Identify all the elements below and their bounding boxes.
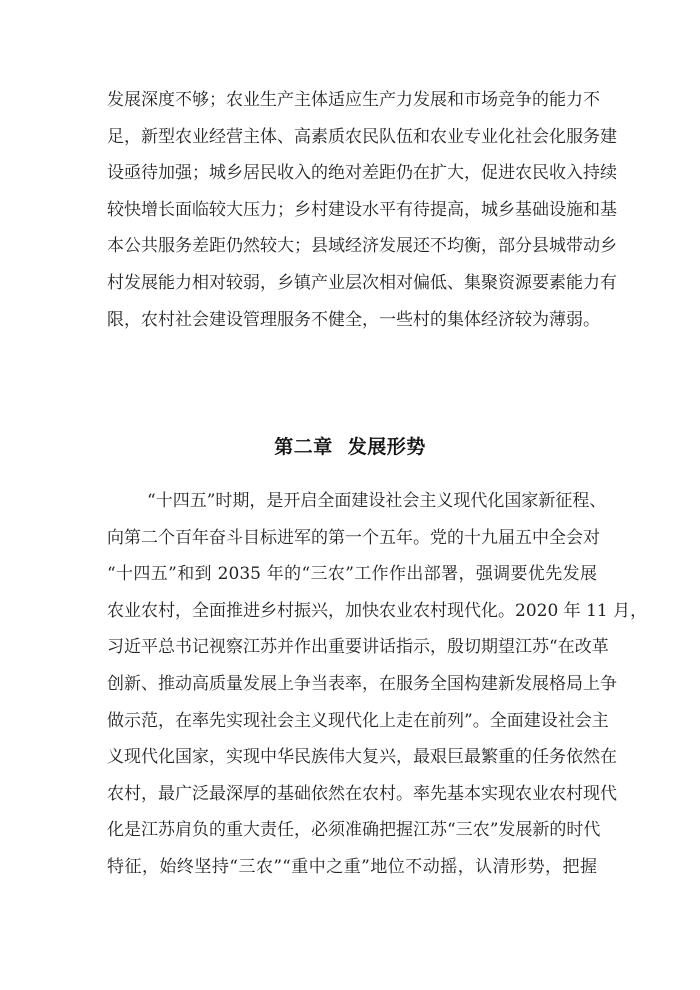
text-line: 化是江苏肩负的重大责任，必须准确把握江苏“三农”发展新的时代	[107, 820, 601, 841]
chapter-heading: 第二章 发展形势	[274, 436, 426, 458]
text-line: 做示范，在率先实现社会主义现代化上走在前列”。全面建设社会主	[107, 710, 609, 731]
text-line: “十四五”和到 2035 年的“三农”工作作出部署，强调要优先发展	[107, 564, 597, 585]
text-line: 农村，最广泛最深厚的基础依然在农村。率先基本实现农业农村现代	[107, 783, 617, 804]
text-line: 义现代化国家，实现中华民族伟大复兴，最艰巨最繁重的任务依然在	[107, 747, 617, 768]
text-line: 向第二个百年奋斗目标进军的第一个五年。党的十九届五中全会对	[107, 527, 600, 548]
text-line: 村发展能力相对较弱，乡镇产业层次相对偏低、集聚资源要素能力有	[107, 272, 617, 293]
text-line: 设亟待加强；城乡居民收入的绝对差距仍在扩大，促进农民收入持续	[107, 163, 617, 184]
body-paragraph-1	[107, 82, 617, 338]
text-line: 农业农村，全面推进乡村振兴，加快农业农村现代化。2020 年 11 月，	[107, 600, 648, 621]
text-line: 本公共服务差距仍然较大；县域经济发展还不均衡，部分县城带动乡	[107, 236, 617, 257]
text-line: 特征，始终坚持“三农”“重中之重”地位不动摇，认清形势，把握	[107, 856, 597, 877]
text-line: 足，新型农业经营主体、高素质农民队伍和农业专业化社会化服务建	[107, 126, 617, 147]
text-line: “十四五”时期，是开启全面建设社会主义现代化国家新征程、	[147, 491, 607, 511]
text-line: 习近平总书记视察江苏并作出重要讲话指示，殷切期望江苏“在改革	[107, 637, 609, 658]
body-paragraph-2	[107, 483, 648, 886]
text-line: 较快增长面临较大压力；乡村建设水平有待提高，城乡基础设施和基	[107, 199, 617, 220]
text-line: 创新、推动高质量发展上争当表率，在服务全国构建新发展格局上争	[107, 673, 617, 694]
text-line: 限，农村社会建设管理服务不健全，一些村的集体经济较为薄弱。	[107, 309, 600, 330]
text-line: 发展深度不够；农业生产主体适应生产力发展和市场竞争的能力不	[107, 90, 600, 110]
